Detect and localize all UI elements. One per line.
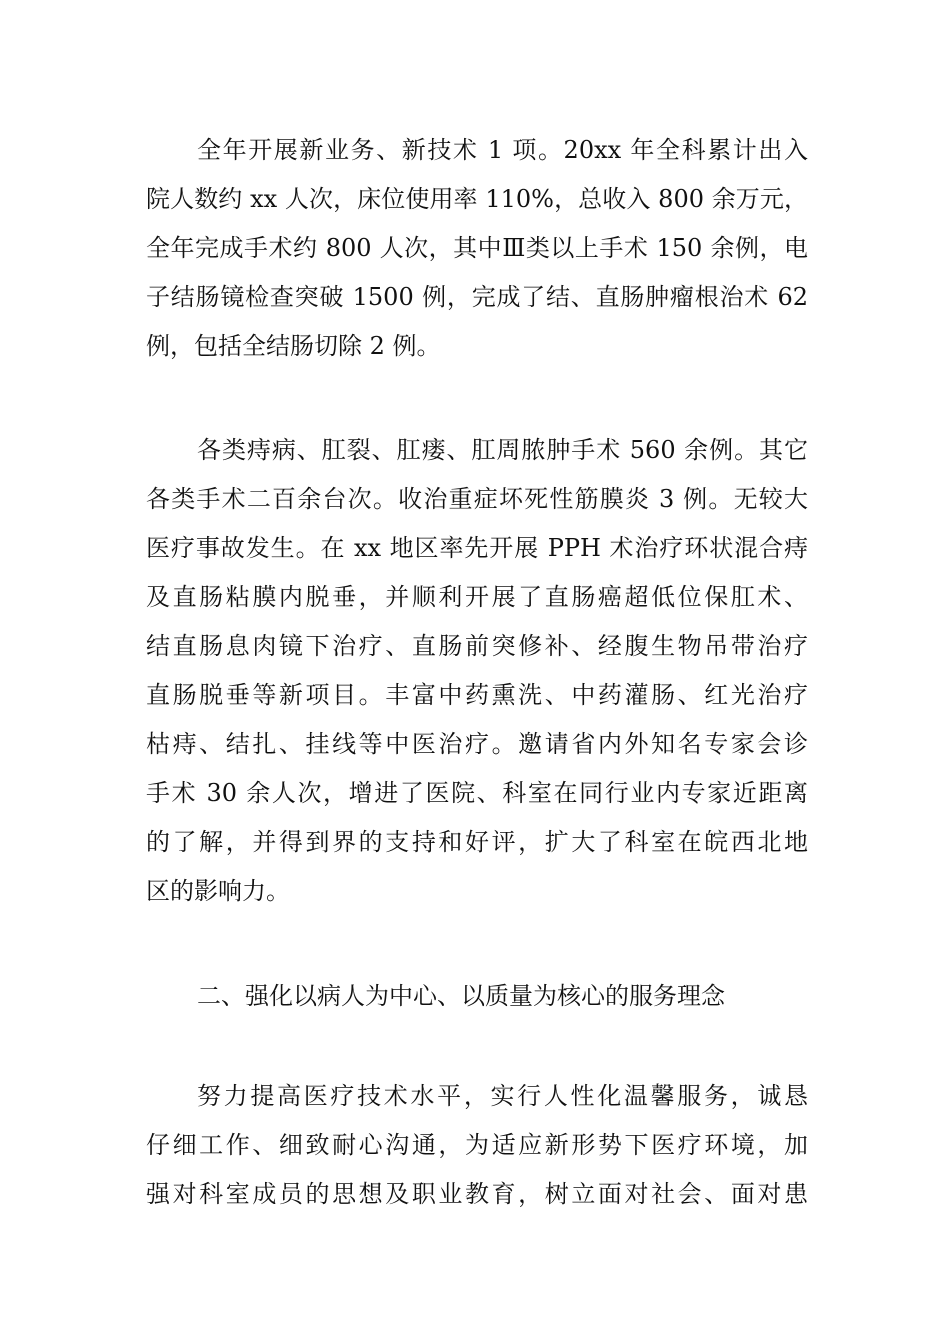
paragraph-service (146, 1072, 808, 1219)
paragraph-line: 医疗事故发生。在 xx 地区率先开展 PPH 术治疗环状混合痔 (146, 534, 808, 562)
paragraph-line: 强对科室成员的思想及职业教育，树立面对社会、面对患 (146, 1180, 808, 1208)
paragraph-line: 手术 30 余人次，增进了医院、科室在同行业内专家近距离 (146, 779, 808, 807)
paragraph-new-technology (146, 126, 808, 371)
paragraph-line: 努力提高医疗技术水平，实行人性化温馨服务，诚恳 (197, 1082, 808, 1110)
paragraph-line: 例，包括全结肠切除 2 例。 (146, 332, 441, 360)
paragraph-line: 直肠脱垂等新项目。丰富中药熏洗、中药灌肠、红光治疗 (146, 681, 808, 709)
section-heading-text: 二、强化以病人为中心、以质量为核心的服务理念 (197, 982, 725, 1010)
paragraph-line: 子结肠镜检查突破 1500 例，完成了结、直肠肿瘤根治术 62 (146, 283, 808, 311)
paragraph-line: 枯痔、结扎、挂线等中医治疗。邀请省内外知名专家会诊 (146, 730, 808, 758)
section-heading (146, 972, 808, 1021)
paragraph-line: 的了解，并得到界的支持和好评，扩大了科室在皖西北地 (146, 828, 808, 856)
paragraph-line: 院人数约 xx 人次，床位使用率 110%，总收入 800 余万元， (146, 185, 808, 213)
paragraph-line: 仔细工作、细致耐心沟通，为适应新形势下医疗环境，加 (146, 1131, 808, 1159)
paragraph-line: 及直肠粘膜内脱垂，并顺利开展了直肠癌超低位保肛术、 (146, 583, 808, 611)
paragraph-line: 区的影响力。 (146, 877, 290, 905)
paragraph-line: 全年完成手术约 800 人次，其中Ⅲ类以上手术 150 余例，电 (146, 234, 808, 262)
paragraph-surgeries (146, 426, 808, 916)
paragraph-line: 全年开展新业务、新技术 1 项。20xx 年全科累计出入 (197, 136, 808, 164)
paragraph-line: 结直肠息肉镜下治疗、直肠前突修补、经腹生物吊带治疗 (146, 632, 808, 660)
paragraph-line: 各类痔病、肛裂、肛瘘、肛周脓肿手术 560 余例。其它 (197, 436, 808, 464)
paragraph-line: 各类手术二百余台次。收治重症坏死性筋膜炎 3 例。无较大 (146, 485, 808, 513)
